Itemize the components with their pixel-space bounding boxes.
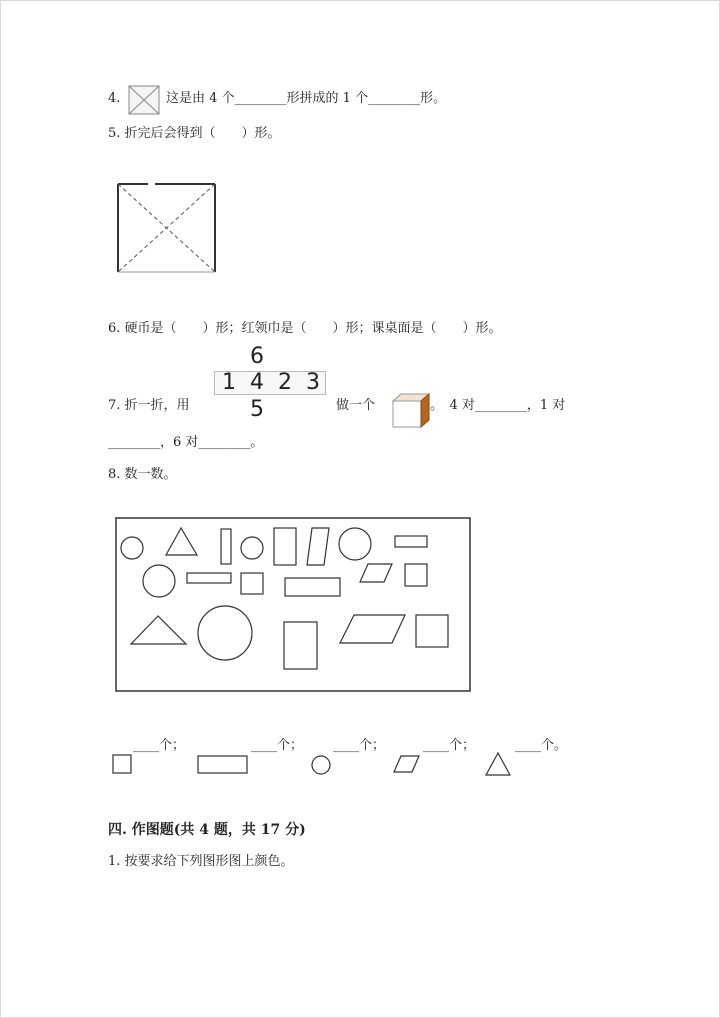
rectangle-shape [221, 529, 231, 564]
count-blank-1[interactable]: ____个； [133, 738, 186, 753]
q4-number: 4. [108, 91, 121, 106]
circle-shape [198, 606, 252, 660]
q7-make: 做一个 [336, 398, 376, 413]
key-circle-icon [312, 756, 330, 774]
circle-shape [121, 537, 143, 559]
key-parallelogram-icon [394, 756, 419, 772]
q8-text: 8. 数一数。 [108, 467, 177, 482]
rectangle-shape [285, 578, 340, 596]
net-cell-2: 4 [250, 370, 264, 395]
q7-tail: 。 4 对________，1 对 [430, 398, 566, 413]
q5-text: 5. 折完后会得到（ ）形。 [108, 126, 281, 141]
square-shape [416, 615, 448, 647]
key-rectangle-icon [198, 756, 247, 773]
s4-q1-text: 1. 按要求给下列图形图上颜色。 [108, 854, 294, 869]
parallelogram-shape [307, 528, 329, 565]
q4-square-icon [128, 85, 160, 115]
circle-shape [339, 528, 371, 560]
net-cell-1: 1 [222, 370, 236, 395]
parallelogram-shape [340, 615, 405, 643]
q7-line2: ________，6 对________。 [108, 435, 264, 450]
circle-shape [143, 565, 175, 597]
net-cell-top: 6 [250, 344, 264, 369]
triangle-shape [166, 528, 197, 555]
q8-shapes-box [115, 517, 471, 693]
count-blank-4[interactable]: ____个； [423, 738, 476, 753]
count-blank-3[interactable]: ____个； [333, 738, 386, 753]
q7-lead: 7. 折一折，用 [108, 398, 190, 413]
q6-text: 6. 硬币是（ ）形；红领巾是（ ）形；课桌面是（ ）形。 [108, 321, 502, 336]
count-shape-keys [108, 752, 528, 778]
q4-text: 这是由 4 个________形拼成的 1 个________形。 [166, 91, 447, 106]
key-triangle-icon [486, 753, 510, 775]
key-square-icon [113, 755, 131, 773]
net-cell-3: 2 [278, 370, 292, 395]
rectangle-shape [187, 573, 231, 583]
q7-cube-net [214, 346, 326, 426]
parallelogram-shape [360, 564, 392, 582]
rectangle-shape [284, 622, 317, 669]
net-cell-4: 3 [306, 370, 320, 395]
count-blank-2[interactable]: ____个； [251, 738, 304, 753]
rectangle-shape [274, 528, 296, 565]
rectangle-shape [395, 536, 427, 547]
circle-shape [241, 537, 263, 559]
net-cell-bottom: 5 [250, 397, 264, 422]
cube-icon [391, 393, 431, 429]
section-4-title: 四. 作图题(共 4 题，共 17 分) [108, 822, 306, 838]
square-shape [405, 564, 427, 586]
q5-folded-square-diagram [115, 180, 220, 276]
triangle-shape [131, 616, 186, 644]
count-blank-5[interactable]: ____个。 [515, 738, 568, 753]
square-shape [241, 573, 263, 594]
